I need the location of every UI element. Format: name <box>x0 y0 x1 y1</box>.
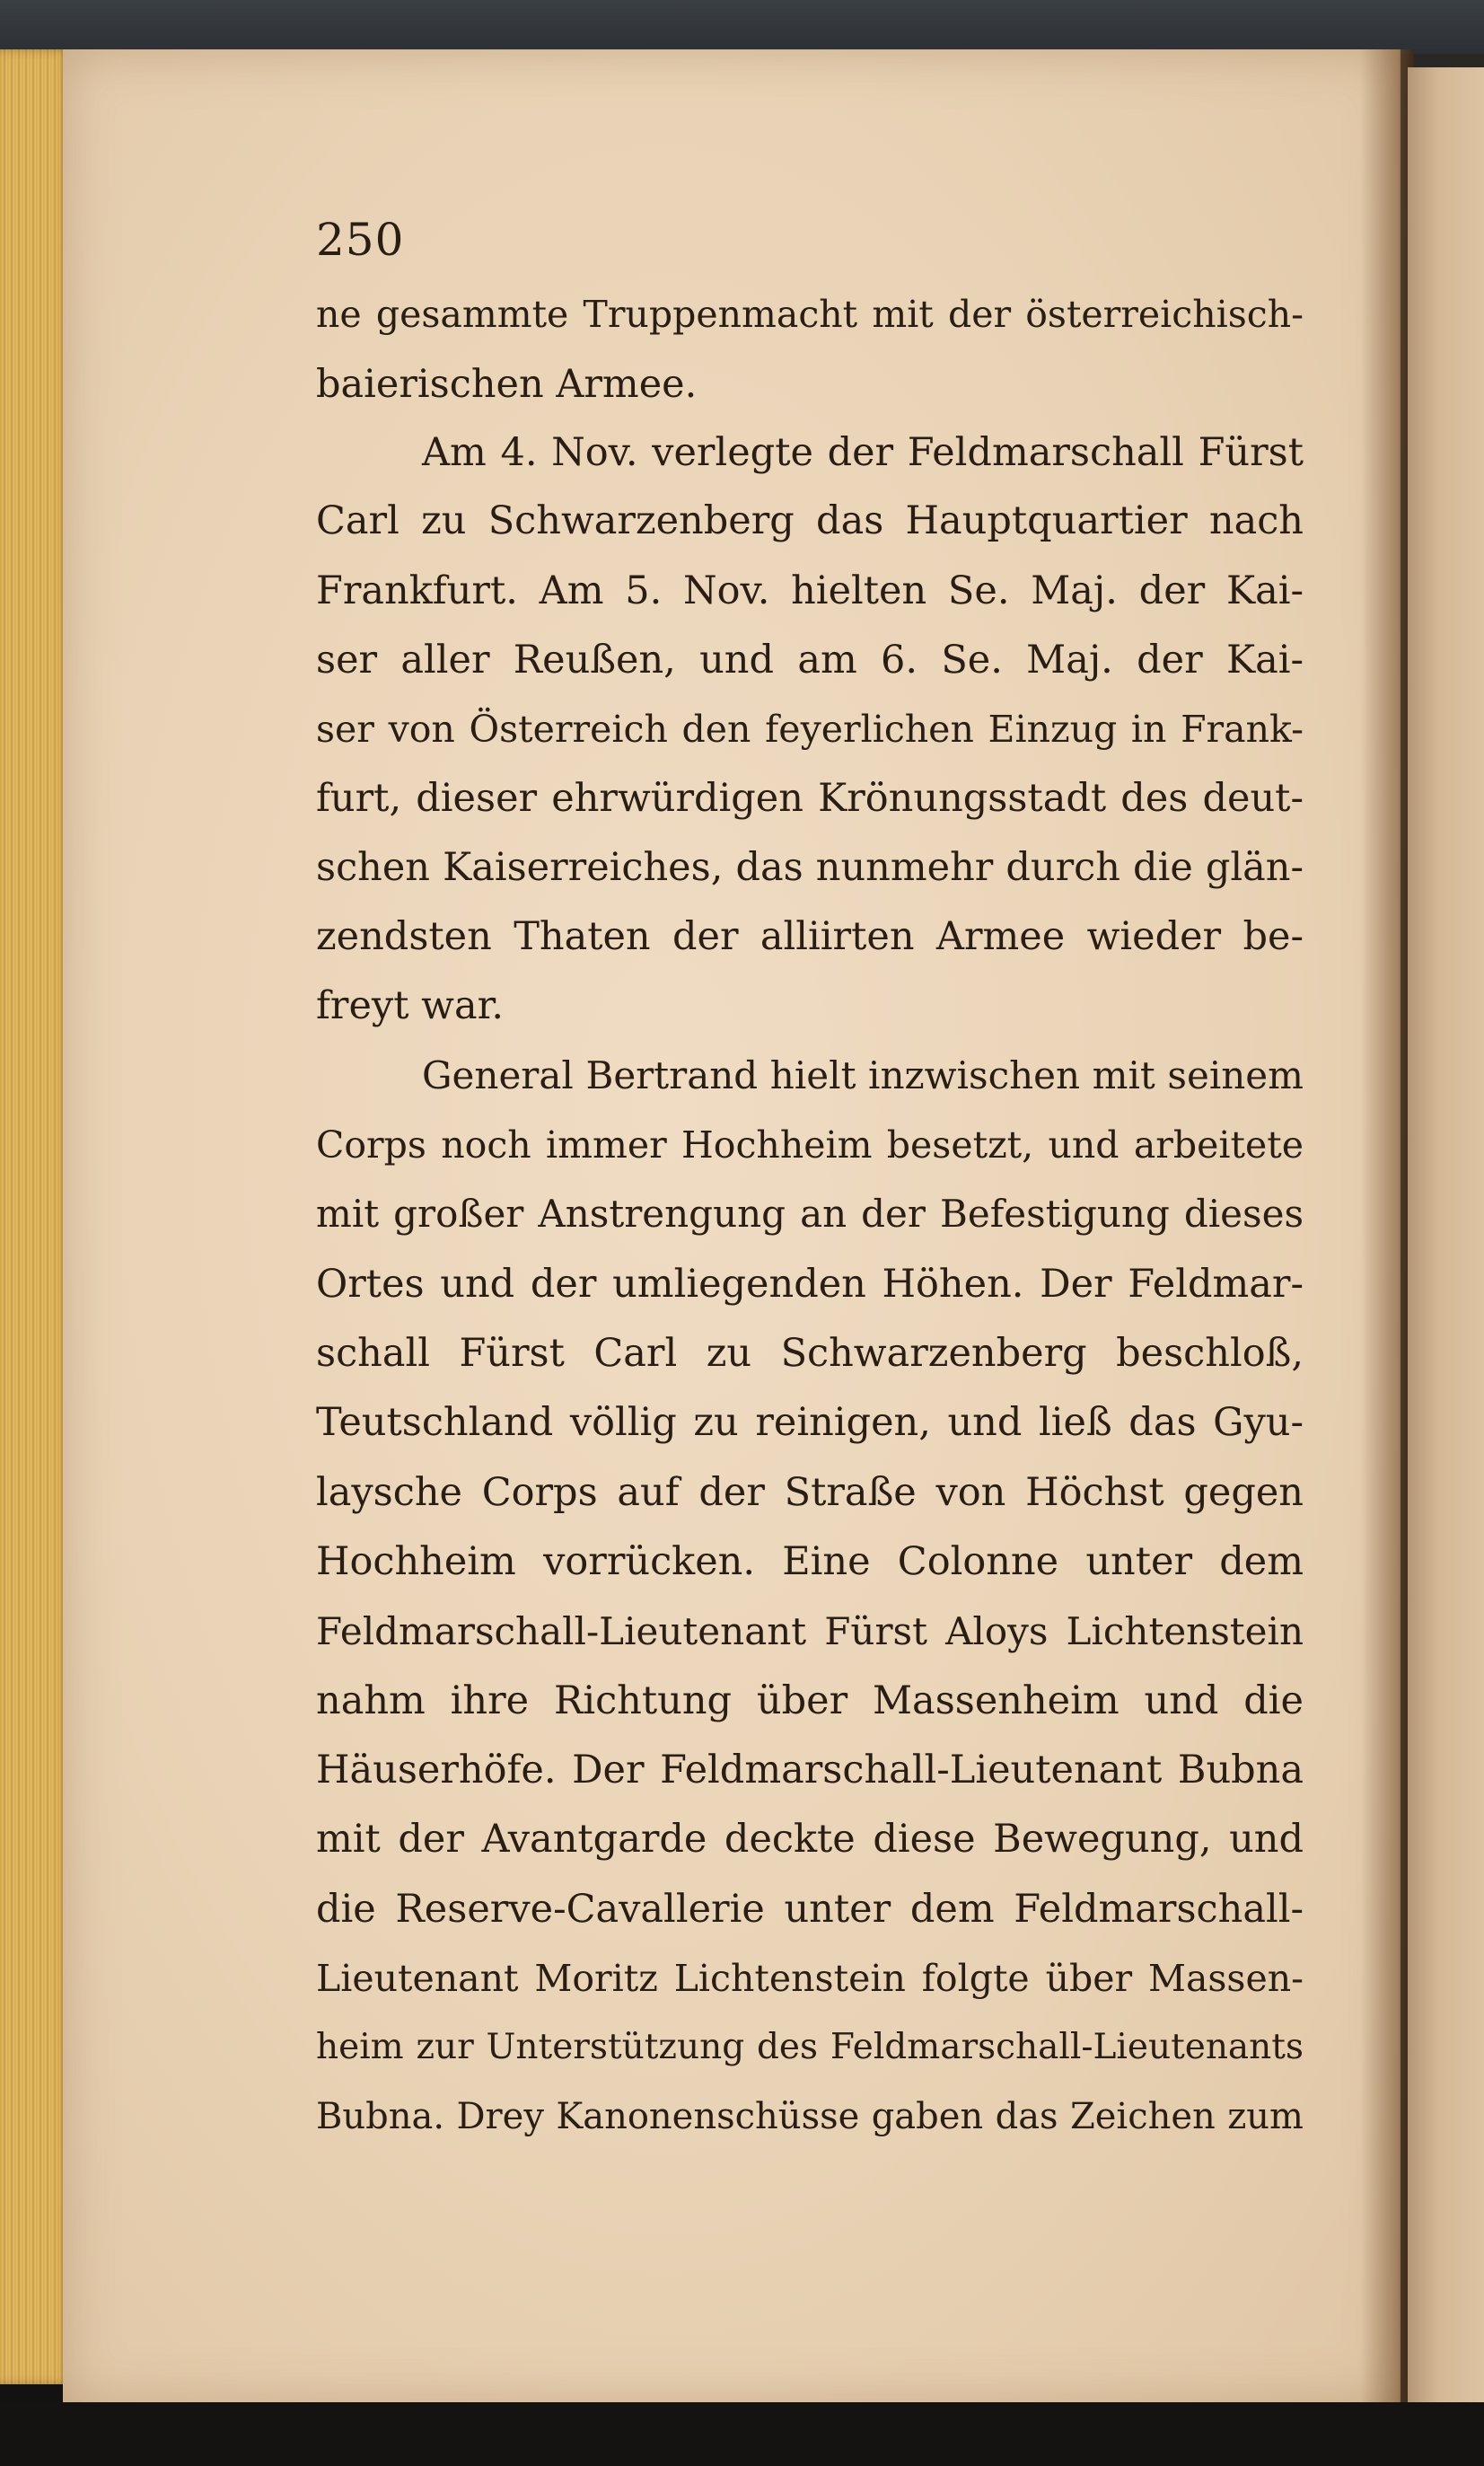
text-line: Bubna. Drey Kanonenschüsse gaben das Zeichen zum <box>316 2096 1304 2137</box>
page-gutter-shadow <box>1360 49 1414 2407</box>
text-line: Corps noch immer Hochheim besetzt, und arbeitete <box>316 1123 1304 1167</box>
text-line: Hochheim vorrücken. Eine Colonne unter dem <box>316 1539 1304 1584</box>
text-line: ne gesammte Truppenmacht mit der österreichisch- <box>316 293 1304 336</box>
text-line: mit großer Anstrengung an der Befestigung dieses <box>316 1192 1304 1236</box>
text-line: baierischen Armee. <box>316 362 698 407</box>
facing-page-edge <box>1408 67 1484 2402</box>
text-line: Teutschland völlig zu reinigen, und ließ das Gyu- <box>316 1400 1304 1445</box>
text-line: heim zur Unterstützung des Feldmarschall-Lieutenants <box>316 2027 1304 2067</box>
text-line: freyt war. <box>316 983 505 1028</box>
text-line: furt, dieser ehrwürdigen Krönungsstadt des deut- <box>316 776 1304 821</box>
text-line: Ortes und der umliegenden Höhen. Der Feldmar- <box>316 1262 1304 1307</box>
text-line: Lieutenant Moritz Lichtenstein folgte über Massen- <box>316 1957 1304 2000</box>
text-line: Häuserhöfe. Der Feldmarschall-Lieutenant Bubna <box>316 1748 1304 1792</box>
text-line: Carl zu Schwarzenberg das Hauptquartier nach <box>316 498 1304 543</box>
book-cover-edge <box>0 0 1484 54</box>
text-line: laysche Corps auf der Straße von Höchst gegen <box>316 1470 1304 1515</box>
text-line: ser von Österreich den feyerlichen Einzug in Frank- <box>316 708 1304 751</box>
page-number: 250 <box>316 214 405 266</box>
text-line: schen Kaiserreiches, das nunmehr durch die glän- <box>316 845 1304 890</box>
text-line: mit der Avantgarde deckte diese Bewegung, und <box>316 1817 1304 1862</box>
text-line: Am 4. Nov. verlegte der Feldmarschall Fürst <box>422 430 1304 475</box>
text-line: zendsten Thaten der alliirten Armee wieder be- <box>316 914 1304 959</box>
text-line: die Reserve-Cavallerie unter dem Feldmarschall- <box>316 1887 1304 1932</box>
bottom-background <box>0 2402 1484 2466</box>
text-line: Frankfurt. Am 5. Nov. hielten Se. Maj. der Kai- <box>316 568 1304 613</box>
text-line: ser aller Reußen, und am 6. Se. Maj. der Kai- <box>316 638 1304 683</box>
text-line: schall Fürst Carl zu Schwarzenberg beschloß, <box>316 1331 1304 1376</box>
text-line: Feldmarschall-Lieutenant Fürst Aloys Lichtenstein <box>316 1609 1304 1653</box>
gilded-page-edges <box>0 49 70 2384</box>
text-line: nahm ihre Richtung über Massenheim und die <box>316 1678 1304 1723</box>
text-line: General Bertrand hielt inzwischen mit seinem <box>422 1053 1304 1097</box>
